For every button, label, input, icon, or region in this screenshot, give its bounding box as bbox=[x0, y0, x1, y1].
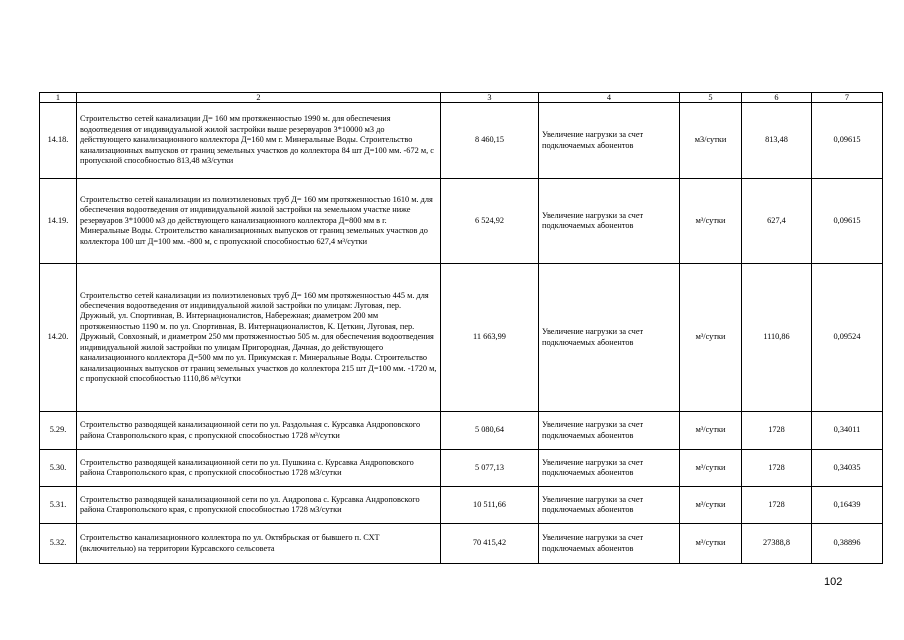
item-reason: Увеличение нагрузки за счет подключаемых абонентов bbox=[539, 264, 680, 412]
item-number: 14.18. bbox=[40, 103, 77, 179]
item-capacity: 27388,8 bbox=[742, 524, 812, 564]
column-number: 4 bbox=[539, 93, 680, 103]
item-unit: м³/сутки bbox=[680, 487, 742, 524]
column-number-row bbox=[40, 93, 883, 103]
item-cost: 11 663,99 bbox=[441, 264, 539, 412]
column-number: 5 bbox=[680, 93, 742, 103]
item-description: Строительство разводящей канализационной сети по ул. Андропова с. Курсавка Андроповского района Ставропольского края, с пропускной способностью 1728 м3/сутки bbox=[77, 487, 441, 524]
item-number: 14.20. bbox=[40, 264, 77, 412]
item-description: Строительство разводящей канализационной сети по ул. Пушкина с. Курсавка Андроповского района Ставропольского края, с пропускной способностью 1728 м3/сутки bbox=[77, 450, 441, 487]
column-number: 3 bbox=[441, 93, 539, 103]
item-capacity: 1110,86 bbox=[742, 264, 812, 412]
investment-table bbox=[39, 92, 883, 564]
item-reason: Увеличение нагрузки за счет подключаемых абонентов bbox=[539, 524, 680, 564]
table-row bbox=[40, 264, 883, 412]
item-description: Строительство канализационного коллектора по ул. Октябрьская от бывшего п. СХТ (включительно) на территории Курсавского сельсовета bbox=[77, 524, 441, 564]
item-capacity: 1728 bbox=[742, 412, 812, 450]
item-reason: Увеличение нагрузки за счет подключаемых абонентов bbox=[539, 103, 680, 179]
item-rate: 0,34011 bbox=[812, 412, 883, 450]
table-row bbox=[40, 487, 883, 524]
item-description: Строительство сетей канализации из полиэтиленовых труб Д= 160 мм протяженностью 1610 м. для обеспечения водоотведения от индивидуальной жилой застройки на земельном участке ниже резервуаров 3*10000 м3 до действующего канализационного коллектора Д=800 мм в г. Минеральные Воды. Строительство канализационных выпусков от границ земельных участков до коллектора 100 шт Д=100 мм. -800 м, с пропускной способностью 627,4 м³/сутки bbox=[77, 179, 441, 264]
column-number: 1 bbox=[40, 93, 77, 103]
column-number: 7 bbox=[812, 93, 883, 103]
item-rate: 0,16439 bbox=[812, 487, 883, 524]
column-number: 6 bbox=[742, 93, 812, 103]
item-cost: 70 415,42 bbox=[441, 524, 539, 564]
table-row bbox=[40, 524, 883, 564]
item-rate: 0,34035 bbox=[812, 450, 883, 487]
item-description: Строительство сетей канализации из полиэтиленовых труб Д= 160 мм протяженностью 445 м. для обеспечения водоотведения от индивидуальной жилой застройки по улицам: Луговая, пер. Дружный, ул. Спортивная, В. Интернационалистов, Набережная; диаметром 200 мм протяженностью 1190 м. по ул. Спортивная, В. Интернационалистов, К. Цеткин, Луговая, пер. Дружный, Совхозный, и диаметром 250 мм протяженностью 505 м. для обеспечения водоотведения индивидуальной жилой застройки по улицам Пригородная, Дачная, до действующего канализационного коллектора Д=500 мм по ул. Прикумская г. Минеральные Воды. Строительство канализационных выпусков от границ земельных участков до коллектора 215 шт Д=100 мм. -1720 м, с пропускной способностью 1110,86 м³/сутки bbox=[77, 264, 441, 412]
item-rate: 0,09615 bbox=[812, 103, 883, 179]
item-unit: м³/сутки bbox=[680, 412, 742, 450]
item-cost: 6 524,92 bbox=[441, 179, 539, 264]
table-row bbox=[40, 179, 883, 264]
item-reason: Увеличение нагрузки за счет подключаемых абонентов bbox=[539, 179, 680, 264]
item-reason: Увеличение нагрузки за счет подключаемых абонентов bbox=[539, 412, 680, 450]
item-rate: 0,09524 bbox=[812, 264, 883, 412]
item-cost: 5 077,13 bbox=[441, 450, 539, 487]
item-reason: Увеличение нагрузки за счет подключаемых абонентов bbox=[539, 487, 680, 524]
item-cost: 8 460,15 bbox=[441, 103, 539, 179]
item-description: Строительство сетей канализации Д= 160 мм протяженностью 1990 м. для обеспечения водоотведения от индивидуальной жилой застройки выше резервуаров 3*10000 м3 до действующего канализационного коллектора Д=160 мм г. Минеральные Воды. Строительство канализационных выпусков от границ земельных участков до коллектора 84 шт Д=100 мм. -672 м, с пропускной способностью 813,48 м3/сутки bbox=[77, 103, 441, 179]
item-number: 5.30. bbox=[40, 450, 77, 487]
item-rate: 0,38896 bbox=[812, 524, 883, 564]
column-number: 2 bbox=[77, 93, 441, 103]
item-number: 5.29. bbox=[40, 412, 77, 450]
item-number: 14.19. bbox=[40, 179, 77, 264]
item-unit: м³/сутки bbox=[680, 264, 742, 412]
page-number: 102 bbox=[824, 576, 843, 588]
item-cost: 5 080,64 bbox=[441, 412, 539, 450]
table-row bbox=[40, 450, 883, 487]
item-unit: м³/сутки bbox=[680, 450, 742, 487]
item-capacity: 813,48 bbox=[742, 103, 812, 179]
item-unit: м3/сутки bbox=[680, 103, 742, 179]
item-number: 5.31. bbox=[40, 487, 77, 524]
item-cost: 10 511,66 bbox=[441, 487, 539, 524]
item-capacity: 627,4 bbox=[742, 179, 812, 264]
item-unit: м³/сутки bbox=[680, 179, 742, 264]
item-unit: м³/сутки bbox=[680, 524, 742, 564]
item-rate: 0,09615 bbox=[812, 179, 883, 264]
item-reason: Увеличение нагрузки за счет подключаемых абонентов bbox=[539, 450, 680, 487]
table-row bbox=[40, 412, 883, 450]
item-description: Строительство разводящей канализационной сети по ул. Раздольная с. Курсавка Андроповского района Ставропольского края, с пропускной способностью 1728 м³/сутки bbox=[77, 412, 441, 450]
item-capacity: 1728 bbox=[742, 450, 812, 487]
table-row bbox=[40, 103, 883, 179]
item-capacity: 1728 bbox=[742, 487, 812, 524]
item-number: 5.32. bbox=[40, 524, 77, 564]
